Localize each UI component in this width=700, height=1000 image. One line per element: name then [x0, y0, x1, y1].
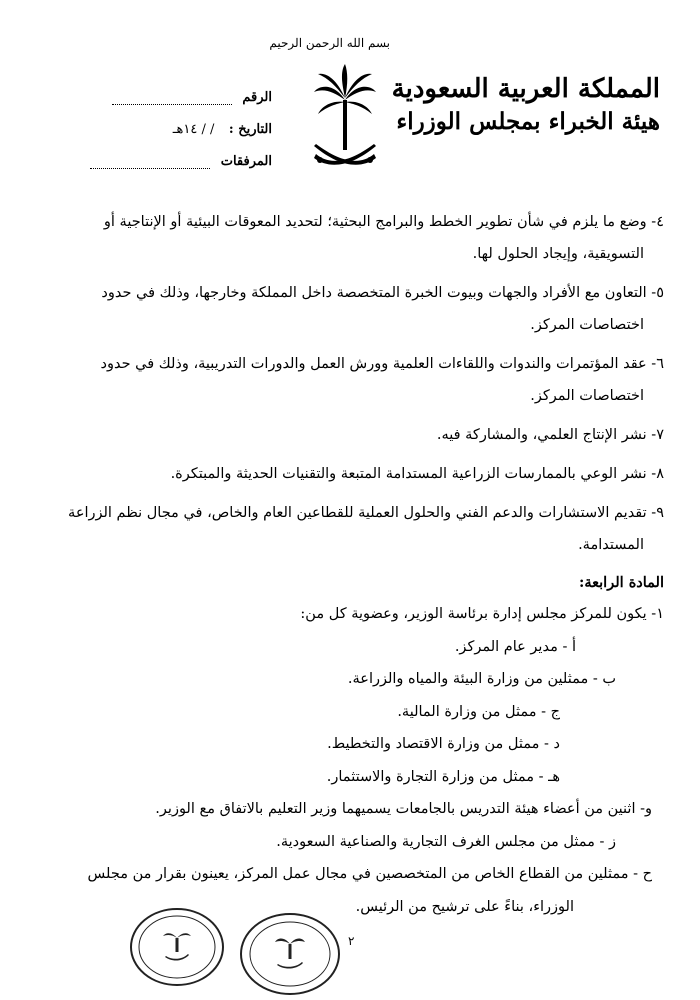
reference-block	[52, 82, 272, 178]
member-item: ج - ممثل من وزارة المالية.	[397, 703, 560, 720]
list-item	[38, 277, 664, 341]
member-item: أ - مدير عام المركز.	[454, 638, 576, 655]
member-item: ب - ممثلين من وزارة البيئة والمياه والزراعة.	[347, 671, 616, 687]
item-number: ٩-	[651, 505, 664, 521]
item-text: عقد المؤتمرات والندوات واللقاءات العلمية وورش العمل والدورات التدريبية، وذلك في حدود	[100, 356, 647, 372]
date-row	[52, 114, 272, 146]
list-item	[38, 458, 664, 490]
item-continuation: التسويقية، وإيجاد الحلول لها.	[472, 246, 644, 262]
member-item: هـ - ممثل من وزارة التجارة والاستثمار.	[326, 768, 560, 785]
official-stamp-right-icon	[238, 910, 342, 998]
article-intro: ١- يكون للمركز مجلس إدارة برئاسة الوزير، وعضوية كل من:	[300, 606, 664, 622]
item-text: وضع ما يلزم في شأن تطوير الخطط والبرامج البحثية؛ لتحديد المعوقات البيئية أو الإنتاجية أو	[103, 214, 647, 230]
date-value: / / ١٤هـ	[172, 122, 215, 137]
list-item	[38, 419, 664, 451]
item-text: نشر الإنتاج العلمي، والمشاركة فيه.	[436, 427, 647, 443]
item-text: نشر الوعي بالممارسات الزراعية المستدامة المتبعة والتقنيات الحديثة والمبتكرة.	[170, 466, 647, 482]
item-number: ٦-	[651, 356, 664, 372]
member-item: ح - ممثلين من القطاع الخاص من المتخصصين في مجال عمل المركز، يعينون بقرار من مجلس	[87, 866, 652, 882]
date-label: التاريخ :	[228, 122, 272, 137]
document-body	[38, 206, 664, 923]
list-item	[38, 497, 664, 561]
attachments-label: المرفقات	[220, 154, 272, 169]
ref-line	[112, 90, 232, 105]
ref-label: الرقم	[242, 90, 272, 105]
basmala: بسم الله الرحمن الرحيم	[269, 36, 390, 50]
item-continuation: اختصاصات المركز.	[530, 317, 644, 333]
council-title: هيئة الخبراء بمجلس الوزراء	[396, 108, 660, 135]
list-item	[38, 206, 664, 270]
item-text: التعاون مع الأفراد والجهات وبيوت الخبرة المتخصصة داخل المملكة وخارجها، وذلك في حدود	[101, 285, 647, 301]
page-number: ٢	[348, 934, 355, 948]
item-continuation: المستدامة.	[578, 537, 644, 553]
attachments-row	[52, 146, 272, 178]
ref-row	[52, 82, 272, 114]
member-item: د - ممثل من وزارة الاقتصاد والتخطيط.	[327, 736, 560, 752]
item-number: ٨-	[651, 466, 664, 482]
member-item: و- اثنين من أعضاء هيئة التدريس بالجامعات يسميهما وزير التعليم بالاتفاق مع الوزير.	[155, 801, 652, 817]
attachments-line	[90, 154, 210, 169]
palm-swords-emblem-icon	[310, 62, 380, 177]
member-continuation: الوزراء، بناءً على ترشيح من الرئيس.	[355, 898, 574, 915]
article-heading: المادة الرابعة:	[579, 574, 664, 591]
member-item: ز - ممثل من مجلس الغرف التجارية والصناعية السعودية.	[276, 833, 616, 850]
item-number: ٥-	[651, 285, 664, 301]
list-item	[38, 348, 664, 412]
official-stamp-left-icon	[128, 906, 226, 988]
item-number: ٤-	[651, 214, 664, 230]
letterhead-right	[391, 72, 660, 138]
kingdom-title: المملكة العربية السعودية	[391, 74, 660, 104]
item-text: تقديم الاستشارات والدعم الفني والحلول العملية للقطاعين العام والخاص، في مجال نظم الزراعة	[68, 505, 647, 521]
item-continuation: اختصاصات المركز.	[530, 388, 644, 404]
item-number: ٧-	[651, 427, 664, 443]
